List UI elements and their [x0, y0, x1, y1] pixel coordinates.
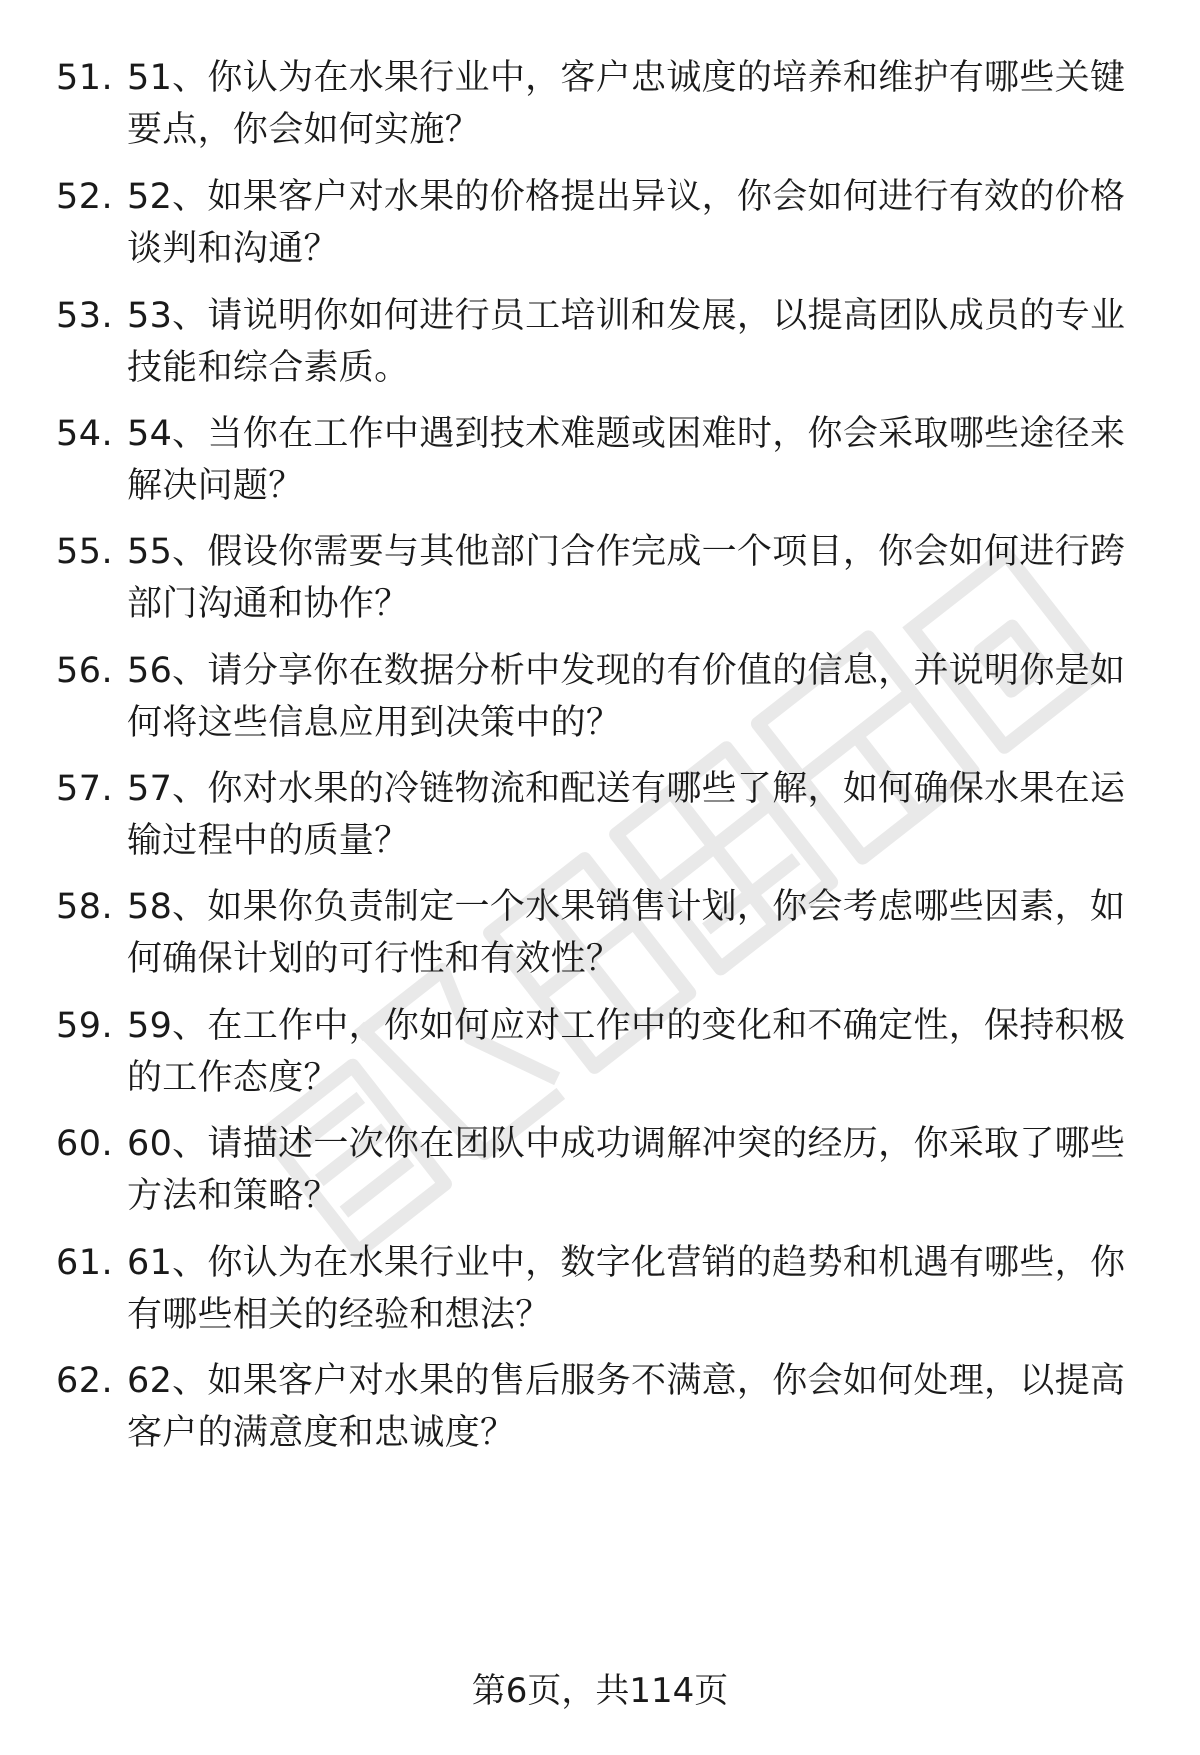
- list-item: [0, 408, 1200, 528]
- item-number: 62.: [56, 1361, 114, 1401]
- list-item: [0, 526, 1200, 646]
- item-text: 52、如果客户对水果的价格提出异议，你会如何进行有效的价格谈判和沟通？: [127, 177, 1126, 269]
- item-text: 56、请分享你在数据分析中发现的有价值的信息，并说明你是如何将这些信息应用到决策中的？: [127, 651, 1126, 743]
- item-text: 58、如果你负责制定一个水果销售计划，你会考虑哪些因素，如何确保计划的可行性和有效性？: [127, 887, 1126, 979]
- item-number: 60.: [56, 1124, 114, 1164]
- list-item: [0, 645, 1200, 765]
- item-number: 52.: [56, 177, 114, 217]
- item-text: 55、假设你需要与其他部门合作完成一个项目，你会如何进行跨部门沟通和协作？: [127, 532, 1126, 624]
- list-item: [0, 1355, 1200, 1475]
- list-item: [0, 290, 1200, 410]
- item-number: 61.: [56, 1243, 114, 1283]
- item-number: 53.: [56, 296, 114, 336]
- item-number: 56.: [56, 651, 114, 691]
- item-text: 60、请描述一次你在团队中成功调解冲突的经历，你采取了哪些方法和策略？: [127, 1124, 1126, 1216]
- list-item: [0, 171, 1200, 291]
- item-text: 61、你认为在水果行业中，数字化营销的趋势和机遇有哪些，你有哪些相关的经验和想法？: [127, 1243, 1126, 1335]
- page-number-footer: 第6页，共114页: [471, 1671, 729, 1711]
- item-text: 59、在工作中，你如何应对工作中的变化和不确定性，保持积极的工作态度？: [127, 1006, 1126, 1098]
- item-number: 55.: [56, 532, 114, 572]
- item-number: 59.: [56, 1006, 114, 1046]
- item-number: 57.: [56, 769, 114, 809]
- list-item: [0, 881, 1200, 1001]
- item-text: 51、你认为在水果行业中，客户忠诚度的培养和维护有哪些关键要点，你会如何实施？: [127, 58, 1126, 150]
- item-number: 58.: [56, 887, 114, 927]
- list-item: [0, 1118, 1200, 1238]
- item-text: 54、当你在工作中遇到技术难题或困难时，你会采取哪些途径来解决问题？: [127, 414, 1126, 506]
- item-number: 54.: [56, 414, 114, 454]
- list-item: [0, 1000, 1200, 1120]
- item-text: 62、如果客户对水果的售后服务不满意，你会如何处理，以提高客户的满意度和忠诚度？: [127, 1361, 1126, 1453]
- list-item: [0, 763, 1200, 883]
- list-item: [0, 52, 1200, 172]
- item-text: 57、你对水果的冷链物流和配送有哪些了解，如何确保水果在运输过程中的质量？: [127, 769, 1126, 861]
- list-item: [0, 1237, 1200, 1357]
- item-text: 53、请说明你如何进行员工培训和发展，以提高团队成员的专业技能和综合素质。: [127, 296, 1126, 388]
- item-number: 51.: [56, 58, 114, 98]
